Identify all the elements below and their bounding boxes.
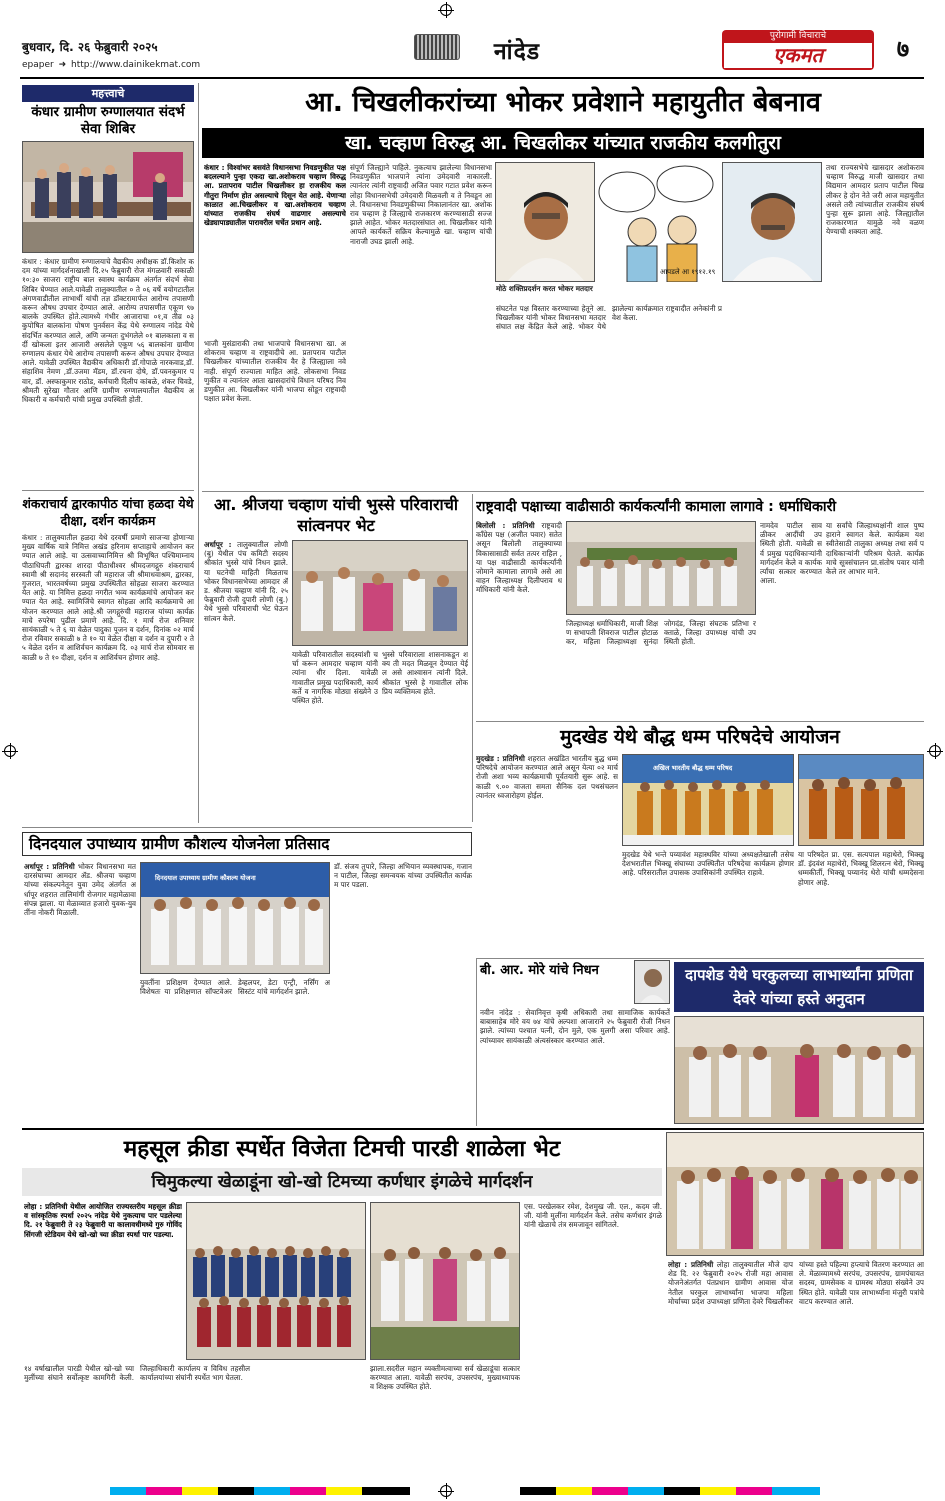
ncp-body-4: या सर्वांचे जिल्हाध्यक्षांनी शाल पुष्पहाराने स्वागत केले. कार्यक्रम यशस्वीतेसाठी तालुका अध्यक्ष तथा सर्व पदाधिकाऱ्यांनी परिश्रम घेतले. कार्यक्रमाचे सूत्रसंचालन प्रा.संतोष पवार यांनी केले तर आभार माने. — [826, 521, 924, 577]
top-story-headline: आ. चिखलीकरांच्या भोकर प्रवेशाने महायुतीत बेबनाव — [305, 87, 821, 118]
buddha-body-3: या परिषदेत प्रा. एस. सत्यपाल महाथेरो, भिक्खू डॉ. इंदवंश महाथेरो, भिक्खू शिलरत्न थेरो, भिक्खू धम्मकीर्ती, भिक्खू पय्यानंद थेरो यांची धम्मदेसना होणार आहे. — [798, 850, 924, 887]
top-story-body-5: तथा राज्यसभेचे खासदार अशोकराव चव्हाण विरुद्ध माजी खासदार तथा विद्यमान आमदार प्रताप पाटील चिखलीकर हे दोन नेते जरी आज महायुतीत असले तरी त्यांच्यातील राजकीय संघर्ष पुन्हा सुरू झाला आहे. जिल्ह्यातील राजकारणात यामुळे नवे वळण येण्याची शक्यता आहे. — [826, 163, 924, 237]
ddugky-body-1-text: भोकर विधानसभा मतदारसंघाच्या आमदार ॲड. श्रीजया चव्हाण यांच्या संकल्पनेतून युवा उमेद अंतर्गत अर्धापूर शहरात तालिमांगी रोजगार महामेळावा संपन्न झाला. या मेळाव्यात हजारो युवक-युवतींना नोकरी मिळाली. — [24, 862, 136, 918]
divider — [476, 958, 924, 959]
ddugky-dateline: अर्धापूर : प्रतिनिधी — [24, 862, 75, 871]
ddugky-headline: दिनदयाल उपाध्याय ग्रामीण कौशल्य योजनेला प्रतिसाद — [22, 832, 472, 856]
khokho-team-photo — [186, 1202, 366, 1360]
kandhar-camp-photo — [22, 141, 194, 253]
brand-name: एकमत — [722, 43, 874, 70]
shrijaya-body-3: भुस्से परिवाराला शासनाकडून शक्य ती मदत मिळवून देण्यात येईल असे आश्वासन त्यांनी दिले. श्रीकांत भुस्से हे गावातील लोकप्रिय व्यक्तिमत्व होते. — [382, 650, 468, 696]
buddha-banner-text: अखिल भारतीय बौद्ध धम्म परिषद — [653, 764, 733, 772]
city-title: नांदेड — [493, 39, 541, 65]
story-halda-headline: शंकराचार्य द्वारकापीठ यांचा हळदा येथे दीक्षा, दर्शन कार्यक्रम — [22, 496, 194, 528]
registration-mark-bottom — [440, 1485, 452, 1497]
date-line: बुधवार, दि. २६ फेब्रुवारी २०२५ — [22, 40, 158, 54]
buddha-body-2: मुदखेड येथे भन्ते पय्यावंश महास्थविर यांच्या अध्यक्षतेखाली तसेच देशभरातील भिक्खू संघाच्या उपस्थितीत परिषदेचा कार्यक्रम होणार आहे. परिसरातील उपासक उपासिकांनी उपस्थित राहावे. — [622, 850, 794, 878]
ncp-headline: राष्ट्रवादी पक्षाच्या वाढीसाठी कार्यकर्त्यांनी कामाला लागावे : धर्माधिकारी — [476, 499, 837, 515]
ddugky-event-photo — [140, 862, 330, 974]
shrijaya-headline: आ. श्रीजया चव्हाण यांची भुस्से परिवाराची सांत्वनपर भेट — [213, 495, 459, 535]
ncp-body-2: जिल्हाध्यक्ष धर्माधिकारी, माजी शिक्षण सभापती शिवराज पाटील होटाळकर, महिला जिल्हाध्यक्षा सुनंदा जोगदंड, जिल्हा संघटक प्रतिभा रक्ताळे, जिल्हा उपाध्यक्ष यांची उपस्थिती होती. — [566, 619, 756, 647]
ddugky-body-1 — [24, 862, 136, 1124]
buddha-body-1 — [476, 754, 618, 954]
buddha-headline: मुदखेड येथे बौद्ध धम्म परिषदेचे आयोजन — [560, 726, 840, 748]
gharkul-distribution-photo — [674, 1016, 924, 1124]
link-icon: ➜ — [58, 60, 67, 70]
gharkul-dateline: लोहा : प्रतिनिधी — [668, 1260, 714, 1269]
ncp-body-1-text: राष्ट्रवादी काँग्रेस पक्ष (अजीत पवार) सतेत असून बिलोली तालुक्याच्या विकासासाठी सर्वत तत्पर राहिल ,या पक्ष वाढीसाठी कार्यकर्त्यांनी जोमाने कामाला लागावे असे आवाहन जिल्हाध्यक्ष दिलीपराव धर्माधिकारी यांनी केले. — [476, 521, 562, 595]
gharkul-headline: दापशेड येथे घरकुलच्या लाभार्थ्यांना प्रणिता देवरे यांच्या हस्ते अनुदान — [674, 962, 924, 1012]
column-rule — [472, 494, 473, 822]
chavan-portrait — [495, 162, 595, 282]
top-story-body-1: भाजी मुसंडाराकी तथा भाजपाचे विधानसभा खा. अशोकराव चव्हाण व राष्ट्रवादीचे आ. प्रतापराव पाटील चिखलीकर यांच्यातील राजकीय वैर हे जिल्ह्याला नवे नाही. संपूर्ण राज्याला माहित आहे. लोकसभा निवडणुकीत व त्यानंतर आता खासदारांचे विधान परिषद निवडणुकीत आ. चिखलीकर यांनी भाजपा सोडून राष्ट्रवादी पक्षात प्रवेश केला. — [204, 339, 346, 404]
top-story-body-2a: संपूर्ण जिल्ह्याने पाहिले. नुकत्याच झालेल्या विधानसभा निवडणुकीत भाजपाने त्यांना उमेदवारी नाकारली. त्यानंतर त्यांनी राष्ट्रवादी अजित पवार गटात प्रवेश करून लोहा विधानसभेची उमेदवारी मिळवली व ते निवडून आले. — [350, 163, 492, 209]
chikhalikar-portrait — [722, 162, 822, 282]
divider — [22, 490, 194, 491]
ncp-dateline: बिलोली : प्रतिनिधी — [476, 521, 535, 530]
top-story-body-2 — [350, 163, 492, 489]
shrijaya-body-1 — [204, 540, 288, 824]
ncp-body-1 — [476, 521, 562, 717]
epaper-url[interactable]: http://www.dainikekmat.com — [71, 60, 201, 70]
sports-intro: लोहा : प्रतिनिधी येथील आयोजित राज्यस्तरीय महसूल क्रीडा व सांस्कृतिक स्पर्धा २०२५ नांदेड येथे नुकत्याच पार पडलेल्या दि. २१ फेब्रुवारी ते २३ फेब्रुवारी या कालावधीमध्ये गुरु गोविंदसिंगजी स्टेडियम येथे खो-खो च्या क्रीडा स्पर्धा पार पडल्या. — [24, 1202, 182, 1239]
cartoon-dialog: आपडले आ १९१२.१९ — [660, 268, 716, 276]
epaper-label: epaper — [22, 60, 54, 70]
shrijaya-dateline: अर्धापूर : — [204, 540, 232, 549]
top-story-subhead: खा. चव्हाण विरुद्ध आ. चिखलीकर यांच्यात राजकीय कलगीतुरा — [202, 128, 924, 158]
divider — [22, 1128, 924, 1130]
more-portrait — [634, 960, 670, 1004]
brand-tagline: पुरोगामी विचाराचे — [722, 30, 874, 43]
ddugky-body-3: डॉ. संजय तुपारे, जिल्हा अभियान व्यवस्थापक, गजानन पाटील, जिल्हा समन्वयक यांच्या उपस्थितीत कार्यक्रम पार पडला. — [334, 862, 472, 890]
political-cartoon — [597, 162, 717, 282]
epaper-line — [22, 60, 200, 70]
shrijaya-visit-photo — [292, 540, 468, 646]
registration-mark-top — [440, 4, 452, 16]
ddugky-banner-text: दिनदयाल उपाध्याय ग्रामीण कौशल्य योजना — [155, 874, 256, 882]
story-kandhar-body: कंधार : कंधार ग्रामीण रुग्णालयाचे वैद्यकीय अधीक्षक डॉ.किशोर कदम यांच्या मार्गदर्शनाखाली दि.२५ फेब्रुवारी रोज मंगळवारी सकाळी १०:३० साजरा राष्ट्रीय बाल स्वास्थ कार्यक्रम अंतर्गत संदर्भ सेवा शिबिर घेण्यात आले.यावेळी तालुक्यातील ० ते ०६ वर्षे वयोगटातील अंगणवाडीतील लाभार्थी यांची तज्ञ डॉक्टरामार्फत आरोग्य तपासणी करून औषध उपचार देण्यात आले. आरोग्य तपासणीत एकूण ९७ बालके उपस्थित होते.त्यामध्ये गंभीर आजाराचा ०१,व तीव्र ०३ कुपोषित बालकांना पोषण पुनर्वसन केंद्र येथे रुग्णालय नांदेड येथे संदर्भित करण्यात आले, अणि जन्मतः दुभंगलेले ०१ बालकाला व सर्दी खोकला इतर आजारी असलेले एकूण ५६ बालकांना ग्रामीण रुग्णालय कंधार येथे आरोग्य तपासणी करून औषध उपचार देण्यात आले. यावेळी उपस्थित वैद्यकीय अधिकारी डॉ.गोपाळे नारकवाड,डॉ.संहाशिव नेमण ,डॉ.उजमा मॅडम, डॉ.रचना दोषे, डॉ.पवनकुमार पवार, डॉ. अस्फाकुमार राठोड, कर्मचारी दिलीप कांबळे, शंकर चिवडे, श्रीमती सुरेखा गौतार आणि ग्रामीण रुग्णालयातील वैद्यकीय अधिकारी व कर्मचारी यांची प्रमुख उपस्थिती होती. — [22, 257, 194, 405]
ddugky-body-2: युवतींना प्रशिक्षण देण्यात आले. विशेषतः या प्रशिक्षणात सॉफ्टवेअर डेव्हलपर, डेटा एन्ट्री, नर्सिंग असिस्टंट यांचे मार्गदर्शन झाले. — [140, 978, 330, 997]
column-rule — [476, 958, 477, 1126]
color-bar — [520, 1487, 820, 1495]
buddha-monks-photo — [798, 754, 924, 846]
shrijaya-body-1-text: तालुक्यातील लोणी (बु) येथील पंच कमिटी सदस्य श्रीकांत भुस्से यांचे निधन झाले. या घटनेची माहिती मिळताच भोकर विधानसभेच्या आमदार ॲड. श्रीजया चव्हाण यांनी दि. २५ फेब्रुवारी रोजी दुपारी लोणी (बु.) येथे भुस्से परिवाराची भेट घेऊन सांत्वन केले. — [204, 540, 288, 623]
sports-body-1: १४ वर्षाखालील पारडी येथील खो-खो च्या मुलींच्या संघाने सर्वोत्कृष्ट कामगिरी केली. जिल्हाधिकारी कार्यालय व विविध तहसील कार्यालयांच्या संघांनी स्पर्धेत भाग घेतला. — [24, 1364, 250, 1383]
shrijaya-body-2: यावेळी परिवारातील सदस्यांशी चर्चा करून आमदार चव्हाण यांनी त्यांना धीर दिला. यावेळी गावातील प्रमुख पदाधिकारी, कार्यकर्ते व नागरिक मोठ्या संख्येने उपस्थित होते. — [292, 650, 378, 706]
registration-mark-left — [4, 745, 16, 757]
sports-body-2: झाला.सदरील महान व्यक्तीमत्वाच्या सर्व खेळाडूंचा सत्कार करण्यात आला. यावेळी सरपंच, उपसरपंच, मुख्याध्यापक व शिक्षक उपस्थित होते. — [370, 1364, 520, 1392]
divider — [202, 491, 924, 492]
top-story-intro: कंधार : विश्वांभर बसवंते विधानसभा निवडणुकीत पक्ष बदलल्याने पुन्हा एकदा खा.अशोकराव चव्हाण विरुद्ध आ. प्रतापराव पाटील चिखलीकर हा राजकीय कलगीतुरा निर्माण होत असल्याचे दिसून येत आहे. येणाऱ्या काळात आ.चिखलीकर व खा.अशोकराव चव्हाण यांच्यात राजकीय संघर्ष वाढणार असल्याचे खेड्यापाड्यातील पारावरील चर्चेत प्रधान आहे. — [204, 163, 346, 228]
more-headline: बी. आर. मोरे यांचे निधन — [480, 963, 599, 978]
buddha-body-1-text: शहरात अखंडित भारतीय बुद्ध धम्म परिषदेचे आयोजन करण्यात आले असून येत्या ०२ मार्च रोजी अशा भव्य कार्यक्रमाची पूर्वतयारी सुरू आहे. सकाळी ९.०० वाजता समता सैनिक दल पथसंचलन त्यानंतर ध्वजारोहण होईल. — [476, 754, 618, 800]
buddha-conference-photo — [622, 754, 794, 846]
city-logo-icon — [414, 34, 460, 60]
sports-headline: महसूल क्रीडा स्पर्धेत विजेता टिमची पारडी शाळेला भेट — [123, 1136, 561, 1162]
ncp-body-3: नामदेव पाटील सावळीकर आदींची उपस्थिती होती. यावेळी सर्व प्रमुख पदाधिकाऱ्यांनी मार्गदर्शन केले व कार्यकर्त्यांचा सत्कार करण्यात आला. — [760, 521, 822, 586]
section-tag: महत्त्वाचे — [22, 85, 194, 102]
ncp-meeting-photo — [566, 521, 756, 615]
color-bar — [110, 1487, 410, 1495]
sports-body-3: एस. परखेलकर रमेश, देशमुख जी. एल., कदम जी. जी. यांनी मुलींना मार्गदर्शन केले. तसेच कर्णधार इंगळे यांनी खेळाचे तंत्र समजावून सांगितले. — [524, 1202, 662, 1230]
gharkul-body — [668, 1260, 924, 1482]
divider — [476, 721, 924, 722]
divider — [22, 827, 472, 828]
school-visit-photo — [370, 1202, 520, 1360]
buddha-dateline: मुदखेड : प्रतिनिधी — [476, 754, 525, 763]
page-number: ७ — [896, 35, 910, 63]
masthead-rule — [20, 77, 924, 79]
story-halda-body: कंधार : तालुक्यातील हळदा येथे दरवर्षी प्रमाणे साजऱ्या होणाऱ्या मुख्य वार्षिक यात्रे निमित्त अखंड हरिनाम सप्ताहाचे आयोजन करण्यात आले आहे. या उत्सवाच्यानिमित्त श्री विभूषित पश्चिमाम्नाय पीठाधिपती द्वारका शारदा पीठाधीश्वर श्रीमदजगद्गुरु शंकराचार्य स्वामी श्री सदानंद सरस्वती जी महाराज जी श्रीमाधवाश्रम, द्वारका, गुजरात, भारतवर्षच्या प्रमुख उपस्थितीत सोहळा साजरा करण्यात येत आहे. या निमित्त हळदा नगरीत भव्य कार्यक्रमांचे आयोजन करण्यात येत आहे. स्वामिजिंचे स्वागत सोहळा आदि कार्यक्रमाचे आयोजन करण्यात आले आहे.श्री जगद्गुरुंची महाराज यांच्या कार्यक्रमाचे रुपरेषा पुढील प्रमाणे आहे. दि. १ मार्च रोज शनिवार सायंकाळी ५ ते ६ या वेळेत पादुका पूजन व दर्शन, दिनांक ०२ मार्च रोज रविवार सकाळी ७ ते १० या वेळेत दीक्षा व दर्शन व दुपारी २ ते ५ वेळेत दर्शन व आशिर्वचन कार्यक्रम दि. ०३ मार्च रोज सोमवार सकाळी ७ ते १० दीक्षा, दर्शन व आशिर्वचन होणार आहे. — [22, 533, 194, 662]
column-rule — [198, 83, 199, 823]
more-body: नवीन नांदेड : सेवानिवृत्त कृषी अधिकारी तथा सामाजिक कार्यकर्ते बाबासाहेब मोरे वय ७४ यांचे अल्पशा आजाराने २५ फेब्रुवारी रोजी निधन झाले. त्यांच्या पश्चात पत्नी, दोन मुले, एक मुलगी असा परिवार आहे. त्यांच्यावर सायंकाळी अंत्यसंस्कार करण्यात आले. — [480, 1008, 670, 1045]
sports-subhead: चिमुकल्या खेळाडूंना खो-खो टिमच्या कर्णधार इंगळेचे मार्गदर्शन — [22, 1168, 662, 1196]
gharkul-body-2: मेळाव्यामध्ये सरपंच, उपसरपंच, ग्रामपंचायत सदस्य, ग्रामसेवक व ग्रामस्थ मोठ्या संख्येने उपस्थित होते. यावेळी पात्र लाभार्थ्यांना मंजुरी पत्रांचे वाटप करण्यात आले. — [799, 1269, 924, 1306]
top-story-body-3: विधानसभा निवडणुकीच्या निकालानंतर खा. अशोकराव चव्हाण हे जिल्ह्याचे राजकारण करण्यासाठी सज्ज झाले आहेत. भोकर मतदारसंघात आ. चिखलीकर यांनी आपले कार्यकर्ते सक्रिय केल्यामुळे खा. चव्हाण यांची नाराजी उघड झाली आहे. — [350, 199, 492, 246]
gharkul-body-1: लोहा तालुक्यातील मौजे दापशेड दि. २२ फेब्रुवारी २०२५ रोजी महा आवास योजनेअंतर्गत पंतप्रधान ग्रामीण आवास योजनेतील घरकुल लाभार्थ्यांना भाजपा महिला मोर्चाच्या प्रदेश उपाध्यक्षा प्रणिता देवरे चिखलीकर यांच्या हस्ते पहिल्या हप्त्याचे वितरण करण्यात आले. — [668, 1260, 924, 1306]
top-story-body-4: संघटनेत पक्ष विस्तार करण्याच्या हेतूने आ. चिखलीकर यांनी भोकर विधानसभा मतदार संघात लक्ष केंद्रित केले आहे. भोकर येथे झालेल्या कार्यक्रमात राष्ट्रवादीत अनेकांनी प्रवेश केला. — [496, 304, 722, 332]
story-kandhar-headline: कंधार ग्रामीण रुग्णालयात संदर्भ सेवा शिबिर — [31, 104, 185, 137]
photo-caption-1: मोठे शक्तिप्रदर्शन करत भोकर मतदार — [496, 284, 593, 293]
gharkul-group-photo — [666, 1132, 924, 1256]
registration-mark-right — [929, 745, 941, 757]
brand-logo — [722, 30, 874, 70]
